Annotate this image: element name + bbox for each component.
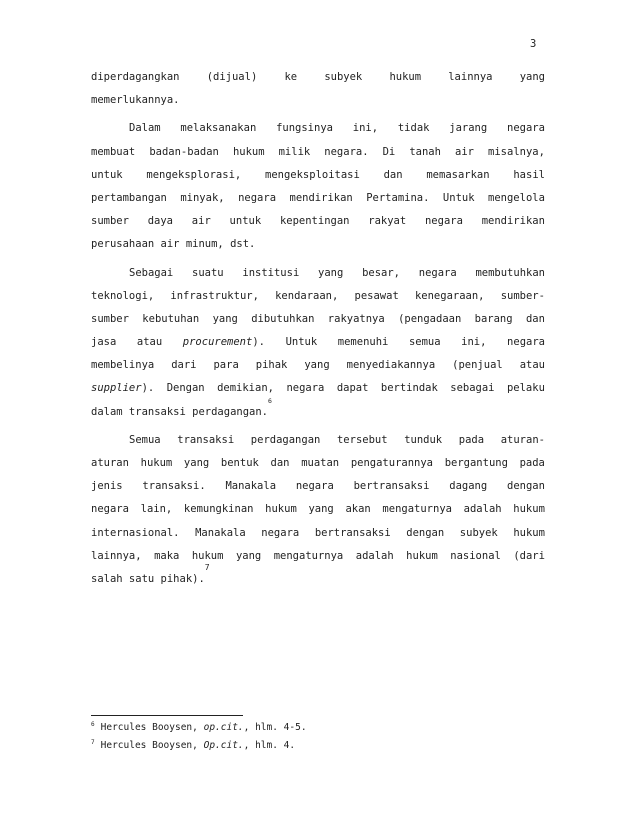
word: dan <box>270 457 290 469</box>
word: untuk <box>229 215 262 228</box>
word: supplier). <box>91 382 155 395</box>
text-line <box>91 522 545 545</box>
word: aturan <box>91 457 129 469</box>
word: kemungkinan <box>183 503 254 516</box>
text-line <box>91 285 545 308</box>
word: yang <box>235 549 262 562</box>
text-line <box>91 141 545 164</box>
word: adalah <box>463 503 502 516</box>
word: hukum <box>265 503 297 516</box>
word: minyak, <box>180 191 225 204</box>
word: milik <box>278 145 311 158</box>
word: atau <box>519 359 545 372</box>
word: Di <box>382 145 396 158</box>
word: (pengadaan <box>398 312 462 325</box>
word: untuk <box>91 168 123 181</box>
footnote-divider <box>91 715 243 716</box>
page-number: 3 <box>530 38 537 50</box>
word: mengaturnya <box>273 549 344 562</box>
word: bergantung <box>444 457 508 469</box>
word: procurement). <box>182 336 265 349</box>
word: daya <box>147 215 174 228</box>
text-line <box>91 89 545 112</box>
word: bertindak <box>380 382 438 395</box>
word: rakyat <box>368 215 407 228</box>
word: yang <box>519 71 545 83</box>
word: perusahaan air minum, dst. <box>91 238 256 251</box>
word: Untuk <box>442 191 475 204</box>
word: memasarkan <box>426 168 490 181</box>
text-line <box>91 452 545 475</box>
word: hasil <box>513 168 545 181</box>
footnote-reference: 7 <box>204 562 210 572</box>
word: bentuk <box>220 457 259 469</box>
word: (dari <box>513 549 545 562</box>
footnote-item <box>91 737 307 755</box>
word: lainnya <box>448 71 493 83</box>
word: hukum <box>191 549 224 562</box>
word: membelinya <box>91 359 155 372</box>
body-text <box>91 66 545 591</box>
word: dengan <box>406 526 445 539</box>
text-line <box>91 210 545 233</box>
footnote-ref: Op.cit. <box>203 740 244 751</box>
word: fungsinya <box>276 122 333 135</box>
word: akan <box>345 503 371 516</box>
word: ini, <box>352 122 379 135</box>
footnote-number: 6 <box>91 720 95 728</box>
word: hukum <box>513 503 545 516</box>
text-line <box>91 164 545 187</box>
word: dengan <box>507 480 545 493</box>
word: demikian, <box>217 382 274 395</box>
footnote-rest: , hlm. 4. <box>243 740 296 751</box>
word: sumber <box>91 215 129 228</box>
word: yang <box>318 266 344 279</box>
text-line <box>91 187 545 210</box>
word: memenuhi <box>337 336 389 349</box>
word: membuat <box>91 145 136 158</box>
word: pengaturannya <box>350 457 433 469</box>
word: misalnya, <box>488 145 545 158</box>
word: Manakala <box>225 480 277 493</box>
word: Sebagai <box>129 266 174 279</box>
text-line <box>91 475 545 498</box>
word: internasional. <box>91 526 180 539</box>
word: jasa <box>91 336 117 349</box>
word: para <box>213 359 239 372</box>
footnote-item <box>91 719 307 737</box>
word: jarang <box>449 122 488 135</box>
text-line <box>91 396 545 424</box>
word: hukum <box>513 526 545 539</box>
text-line <box>91 354 545 377</box>
word: hukum <box>406 549 438 562</box>
word: Semua <box>129 433 161 446</box>
word: muatan <box>301 457 340 469</box>
word: Dalam <box>129 122 161 135</box>
word: membutuhkan <box>475 266 545 279</box>
word: dari <box>171 359 197 372</box>
word: pada <box>458 433 485 446</box>
word: negara <box>261 526 300 539</box>
word: melaksanakan <box>180 122 257 135</box>
word: mendirikan <box>481 215 545 228</box>
word: hukum <box>389 71 422 83</box>
footnote-number: 7 <box>91 738 95 746</box>
text-line <box>91 331 545 354</box>
word: adalah <box>355 549 394 562</box>
footnotes <box>91 719 307 755</box>
word: subyek <box>459 526 498 539</box>
word: yang <box>304 359 330 372</box>
word: jenis <box>91 480 123 493</box>
word: air <box>191 215 211 228</box>
paragraph <box>91 429 545 591</box>
word: negara <box>286 382 325 395</box>
word: sumber- <box>500 289 545 302</box>
word: dibutuhkan <box>251 312 315 325</box>
word: ini, <box>461 336 487 349</box>
word: lain, <box>140 503 173 516</box>
word: negara <box>295 480 334 493</box>
word: Manakala <box>195 526 246 539</box>
word: negara <box>507 122 545 135</box>
word: pelaku <box>506 382 545 395</box>
word: salah satu pihak). <box>91 572 205 585</box>
text-line <box>91 377 545 400</box>
word: kendaraan, <box>275 289 339 302</box>
word: negara <box>91 503 129 516</box>
word: mengeksploitasi <box>265 168 360 181</box>
word: dan <box>383 168 403 181</box>
word: tunduk <box>404 433 443 446</box>
text-line <box>91 262 545 285</box>
word: dalam transaksi perdagangan. <box>91 405 269 418</box>
word: dapat <box>336 382 369 395</box>
word: lainnya, <box>91 549 142 562</box>
word: subyek <box>324 71 363 83</box>
word: negara. <box>324 145 369 158</box>
word: kebutuhan <box>142 312 200 325</box>
word: atau <box>136 336 163 349</box>
word: aturan- <box>500 433 545 446</box>
word: sumber <box>91 312 129 325</box>
word: (penjual <box>452 359 503 372</box>
word: infrastruktur, <box>170 289 259 302</box>
word: transaksi. <box>142 480 206 493</box>
word: negara <box>424 215 463 228</box>
word: menyediakannya <box>346 359 436 372</box>
text-line <box>91 308 545 331</box>
word: pertambangan <box>91 191 167 204</box>
word: diperdagangkan <box>91 71 180 83</box>
word: institusi <box>242 266 300 279</box>
word: bertransaksi <box>353 480 430 493</box>
word: negara <box>238 191 277 204</box>
word: tersebut <box>336 433 388 446</box>
paragraph <box>91 117 545 256</box>
word: Pertamina. <box>366 191 430 204</box>
word: pada <box>519 457 545 469</box>
footnote-rest: , hlm. 4-5. <box>243 722 307 733</box>
paragraph <box>91 66 545 112</box>
word: Untuk <box>285 336 318 349</box>
footnote-author: Hercules Booysen, <box>100 740 198 751</box>
word: tidak <box>397 122 430 135</box>
word: yang <box>308 503 334 516</box>
word: Dengan <box>166 382 205 395</box>
word: (dijual) <box>206 71 258 83</box>
word: rakyatnya <box>327 312 385 325</box>
word: pesawat <box>354 289 399 302</box>
footnote-reference: 6 <box>268 396 272 405</box>
word: teknologi, <box>91 289 155 302</box>
word: mendirikan <box>289 191 353 204</box>
footnote-author: Hercules Booysen, <box>100 722 198 733</box>
text-line <box>91 66 545 89</box>
text-line <box>91 562 545 591</box>
text-line <box>91 498 545 521</box>
word: mengelola <box>488 191 545 204</box>
word: hukum <box>140 457 173 469</box>
word: besar, <box>362 266 401 279</box>
word: dagang <box>449 480 488 493</box>
text-line <box>91 545 545 568</box>
word: kepentingan <box>279 215 350 228</box>
word: negara <box>418 266 457 279</box>
word: semua <box>408 336 441 349</box>
paragraph <box>91 262 545 424</box>
text-line <box>91 233 545 256</box>
word: air <box>455 145 474 158</box>
word: ke <box>284 71 298 83</box>
word: kenegaraan, <box>414 289 485 302</box>
word: suatu <box>192 266 224 279</box>
text-line <box>91 429 545 452</box>
text-line <box>91 117 545 140</box>
word: mengeksplorasi, <box>146 168 242 181</box>
word: yang <box>183 457 210 469</box>
word: yang <box>212 312 238 325</box>
word: perdagangan <box>250 433 321 446</box>
footnote-ref: op.cit. <box>203 722 244 733</box>
word: sebagai <box>450 382 495 395</box>
word: hukum <box>232 145 265 158</box>
word: maka <box>154 549 180 562</box>
word: dan <box>525 312 545 325</box>
word: bertransaksi <box>314 526 391 539</box>
word: barang <box>474 312 513 325</box>
word: pihak <box>255 359 288 372</box>
word: badan-badan <box>149 145 219 158</box>
word: transaksi <box>177 433 235 446</box>
word: memerlukannya. <box>91 94 180 107</box>
word: nasional <box>450 549 501 562</box>
word: mengaturnya <box>382 503 452 516</box>
word: negara <box>507 336 545 349</box>
word: tanah <box>409 145 441 158</box>
